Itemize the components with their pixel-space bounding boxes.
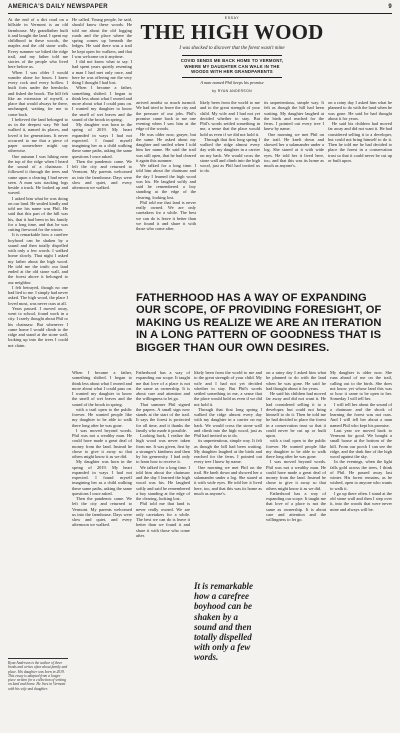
paragraph: One morning we met Phil on the trail. He knelt down and showed her a salamander under a log. She stared at it with wide eyes. He told her it lived here, too, and that this was its home as much as anyone's. xyxy=(264,131,324,168)
paragraph: Through that first long spring I walked the ridge almost every day with my daughter in a carrier on my back. We would cross the stone wall and climb into the high wood, just as Phil had invited us to do. xyxy=(194,406,262,438)
article-title: THE HIGH WOOD xyxy=(140,20,324,44)
paragraph: He said his children had moved far away and did not want it. He had considered selling it to a developer, but could not bring himself to do it. Then he told me he had decided to place the forest in a conservation trust so that it could never be cut up or built upon. xyxy=(266,391,326,438)
paragraph: Fatherhood has a way of expanding our scope. It taught me that love of a place is not the same as ownership. It is about care and attention and the willingness to let go. xyxy=(266,490,326,522)
body-column-10 xyxy=(266,370,326,725)
body-column-5 xyxy=(264,100,324,287)
paragraph: One autumn I was hiking near the top of the ridge when I heard the sound of a chainsaw. I followed it through the trees and came upon a clearing I had never seen. A man was stacking logs beside a truck. He looked up and waved. xyxy=(8,153,68,196)
subhead-line-1: COVID SENDS ME BACK HOME TO VERMONT, xyxy=(180,58,284,63)
paragraph: He called. Young people, he said, should know these woods. He told me about the old logging roads and the place where the spring comes up beneath the ledges. He said there was a trail he kept open for walkers, and that I was welcome on it anytime. xyxy=(72,17,132,59)
paragraph: We talked for a long time. I told him about the chainsaw and the day I learned the high wood was his. He laughed softly and said he remembered a boy standing at the edge of the clearing, looking lost. xyxy=(136,163,196,200)
paragraph: He was older now, grayer, but the same. He asked about my daughter and smiled when I told him her name. He said the trail was still open, that he had cleared it again this summer. xyxy=(136,131,196,163)
paragraph: Fatherhood has a way of expanding our scope. It taught me that love of a place is not the same as ownership. It is about care and attention and the willingness to let go. xyxy=(136,370,190,402)
paragraph: One morning we met Phil on the trail. He knelt down and showed her a salamander under a log. She stared at it with wide eyes. He told her it lived here, too, and that this was its home as much as anyone's. xyxy=(194,464,262,496)
page-number: 9 xyxy=(388,4,392,10)
paragraph: its unpretentious, simple way. It felt as though the hill had been waiting. My daughter laughed at the birds and reached for the ferns. I pointed out every tree I knew by name. xyxy=(194,438,262,465)
paragraph: I go up there often. I stand at the old stone wall and then I step over it, into the woods that were never mine and always will be. xyxy=(330,490,392,512)
paragraph: I was moved beyond words. Phil was not a wealthy man. He could have made a great deal of money from the land. Instead he chose to give it away so that others might know it as we did. xyxy=(72,427,132,459)
byline: by RYAN ANDERSON xyxy=(211,89,252,93)
paragraph: I will tell her about the sound of a chainsaw and the shock of learning the forest was not ours. And I will tell her about a man named Phil who kept his promise. xyxy=(330,401,392,428)
paper-name: AMERICA'S DAILY NEWSPAPER xyxy=(8,4,108,10)
paragraph: arrived amidst so much turmoil. We had tried to leave the city and the pressure of our jobs. Phil's promise came back to me one evening when I saw him at the edge of the woods. xyxy=(136,100,196,132)
body-column-8 xyxy=(136,370,190,725)
paragraph: We talked for a long time. I told him about the chainsaw and the day I learned the high wood was his. He laughed softly and said he remembered a boy standing at the edge of the clearing, looking lost. xyxy=(136,464,190,501)
paragraph: When I was older I would wander alone for hours. I knew every rock and every hollow. I built forts under the hemlocks and fished the brook. The hill felt like an extension of myself, a place that would always be there, unchanged, waiting for me to come back. xyxy=(8,69,68,117)
body-column-7 xyxy=(72,370,132,725)
paragraph: When I became a father, something shifted. I began to think less about what I owned and more about what I could pass on. I wanted my daughter to know the smell of wet leaves and the sound of the brook in spring. xyxy=(72,370,132,407)
paragraph: Through that first long spring I walked the ridge almost every day with my daughter in a carrier on my back. We would cross the stone wall and climb into the high wood, just as Phil had invited us to do. xyxy=(200,136,260,174)
masthead xyxy=(8,3,392,14)
paragraph: I believed the land belonged to us in the deepest way. We had walked it, named its places, and loved it for generations. It never occurred to me that a piece of paper somewhere might say otherwise. xyxy=(8,116,68,154)
divider xyxy=(182,55,282,56)
paragraph: I asked him what he was doing on our land. He smiled kindly and told me his name was Phil. He said that this part of the hill was his, that it had been in his family for a long time, and that he was cutting firewood for the winter. xyxy=(8,195,68,232)
paragraph: My daughter was born in the spring of 2019. My heart expanded in ways I had not expected. I found myself imagining her as a child walking these same paths, asking the same questions I once asked. xyxy=(72,459,132,496)
author-note: Ryan Anderson is the author of three books and writes often about family and place. His daughter was born in 2019. This essay is adapted from a longer piece written for a collection of writing on land and home. He lives in Vermont with his wife and daughter. xyxy=(8,658,68,691)
body-column-6 xyxy=(328,100,392,287)
paragraph: Then the pandemic came. We left the city and returned to Vermont. My parents welcomed us into the farmhouse. Days were slow and quiet, and every afternoon we walked. xyxy=(72,496,132,528)
paragraph: on a rainy day I asked him what he planned to do with the land when he was gone. He said he had thought about it for years. xyxy=(266,370,326,391)
article-deck: I was shocked to discover that the forest wasn't mine xyxy=(179,46,285,51)
paragraph: Phil told me that land is never really owned. We are only caretakers for a while. The best we can do is leave it better than we found it and share it with those who come after. xyxy=(136,501,190,538)
body-column-1 xyxy=(8,17,68,654)
body-column-2 xyxy=(72,17,132,287)
paragraph: My daughter is older now. She runs ahead of me on the trail, calling out to the birds. She does not know yet whose land this was or how it came to be open to her. Someday I will tell her. xyxy=(330,370,392,402)
kicker: ESSAY xyxy=(224,16,240,20)
paragraph: on a rainy day I asked him what he planned to do with the land when he was gone. He said he had thought about it for years. xyxy=(328,100,392,121)
body-column-9 xyxy=(194,370,262,575)
paragraph: At the end of a dirt road on a hillside in Vermont is an old farmhouse. My grandfather built it and bought the land. I spent my childhood in these woods, the maples and the old stone walls. Every summer we hiked the ridge trail, and my father told me stories of the people who lived here before us. xyxy=(8,17,68,70)
body-column-11 xyxy=(330,370,392,725)
body-column-4 xyxy=(200,100,260,287)
divider xyxy=(182,77,282,78)
paragraph: likely been from the world to me and to the great strength of your child. My wife and I had not yet decided whether to stay. But Phil's words settled something in me, a sense that the place would hold us even if we did not hold it. xyxy=(194,370,262,407)
paragraph: its unpretentious, simple way. It felt as though the hill had been waiting. My daughter laughed at the birds and reached for the ferns. I pointed out every tree I knew by name. xyxy=(264,100,324,132)
paragraph: Phil told me that land is never really owned. We are only caretakers for a while. The best we can do is leave it better than we found it and share it with those who come after. xyxy=(136,199,196,231)
pull-quote-small: It is remarkable how a carefree boyhood can be shaken by a sound and then totally dispelled with only a few words. xyxy=(194,581,254,663)
paragraph: with a trail open to the public forever. He wanted people like my daughter to be able to walk there long after he was gone. xyxy=(266,438,326,459)
paragraph: Last year we moved back to Vermont for good. We bought a small house at the bottom of the hill. From our porch I can see the ridge, and the dark line of the high wood against the sky. xyxy=(330,427,392,459)
paragraph: I was moved beyond words. Phil was not a wealthy man. He could have made a great deal of money from the land. Instead he chose to give it away so that others might know it as we did. xyxy=(266,459,326,491)
paragraph: Looking back, I realize the high wood was never taken from me. It was given, first by a stranger's kindness and then by his generosity. I had only to learn how to receive it. xyxy=(136,433,190,465)
subhead-line-2: WHERE MY DAUGHTER CAN WALK IN THE xyxy=(184,63,280,69)
paragraph: When I became a father, something shifted. I began to think less about what I owned and more about what I could pass on. I wanted my daughter to know the smell of wet leaves and the sound of the brook in spring. xyxy=(72,85,132,122)
subhead-line-3: WOODS WITH HER GRANDPARENTS xyxy=(191,69,273,74)
paragraph: That summer Phil signed the papers. A small sign now stands at the start of the trail. It says the forest is protected for all time, and it thanks the family who made it possible. xyxy=(136,401,190,433)
paragraph: He said his children had moved far away and did not want it. He had considered selling it to a developer, but could not bring himself to do it. Then he told me he had decided to place the forest in a conservation trust so that it could never be cut up or built upon. xyxy=(328,121,392,163)
body-column-3 xyxy=(136,100,196,287)
paragraph: likely been from the world to me and to the great strength of your child. My wife and I had not yet decided whether to stay. But Phil's words settled something in me, a sense that the place would hold us even if we did not hold it. xyxy=(200,100,260,137)
paragraph: Then the pandemic came. We left the city and returned to Vermont. My parents welcomed us into the farmhouse. Days were slow and quiet, and every afternoon we walked. xyxy=(72,158,132,190)
paragraph: It is remarkable how a carefree boyhood can be shaken by a sound and then totally dispelled with only a few words. I walked home slowly. That night I asked my father about the high wood. He told me the truth: our land ended at the old stone wall, and the forest above it belonged to our neighbor. xyxy=(8,232,68,285)
paragraph: with a trail open to the public forever. He wanted people like my daughter to be able to walk there long after he was gone. xyxy=(72,406,132,428)
paragraph: My daughter was born in the spring of 2019. My heart expanded in ways I had not expected. I found myself imagining her as a child walking these same paths, asking the same questions I once asked. xyxy=(72,122,132,159)
paragraph: Years passed. I moved away, went to school, found work in a city. I rarely thought about Phil or his chainsaw. But whenever I came home I would climb to the ridge and stand at the stone wall, looking up into the trees I could not claim. xyxy=(8,305,68,348)
paragraph: In the evenings, when the light falls gold across the trees, I think of Phil. He passed away last winter. His forest remains, as he wished, open to anyone who wants to walk it. xyxy=(330,459,392,491)
paragraph: I felt betrayed, though no one had lied to me. I simply had never asked. The high wood, the place I loved most, was never ours at all. xyxy=(8,284,68,306)
byline-headline: A man named Phil keeps his promise xyxy=(200,80,264,85)
paragraph: I did not know what to say. I had spent years quietly resenting a man I had met only once, and here he was offering me the very thing I thought I had lost. xyxy=(72,59,132,85)
pull-quote: FATHERHOOD HAS A WAY OF EXPANDING OUR SCOPE, OF PROVIDING FORESIGHT, OF MAKING US REALIZE WE ARE AN ITERATION IN A LONG PATTERN OF GOODNESS THAT IS BIGGER THAN OUR OWN DESIRES. xyxy=(136,292,382,354)
